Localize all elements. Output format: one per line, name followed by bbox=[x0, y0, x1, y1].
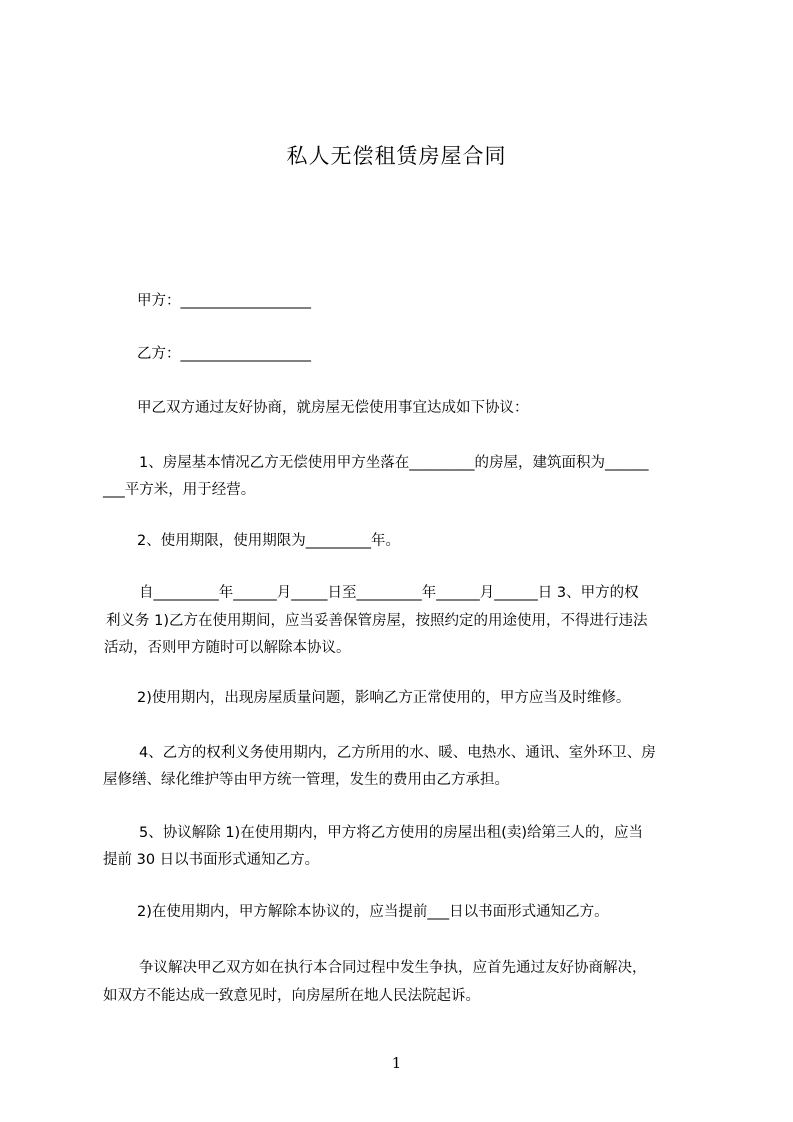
party-a-line: 甲方：__________________ bbox=[137, 293, 311, 309]
clause-4-line-2: 屋修缮、绿化维护等由甲方统一管理，发生的费用由乙方承担。 bbox=[103, 772, 509, 788]
clause-3-line-1: 自_________年______月_____日至_________年______月______日 3、甲方的权 bbox=[139, 585, 639, 601]
clause-5-line-1: 5、协议解除 1)在使用期内，甲方将乙方使用的房屋出租(卖)给第三人的，应当 bbox=[139, 825, 644, 841]
clause-3-line-2: 利义务 1)乙方在使用期间，应当妥善保管房屋，按照约定的用途使用，不得进行违法 bbox=[106, 613, 648, 629]
dispute-line-1: 争议解决甲乙双方如在执行本合同过程中发生争执，应首先通过友好协商解决， bbox=[139, 960, 647, 976]
clause-3-item-2-line: 2)使用期内，出现房屋质量问题，影响乙方正常使用的，甲方应当及时维修。 bbox=[137, 690, 631, 706]
clause-2-line: 2、使用期限，使用期限为_________年。 bbox=[137, 533, 400, 549]
page-number: 1 bbox=[391, 1054, 402, 1072]
agreement-intro-line: 甲乙双方通过友好协商，就房屋无偿使用事宜达成如下协议： bbox=[137, 400, 529, 416]
clause-5-line-2: 提前 30 日以书面形式通知乙方。 bbox=[103, 852, 320, 868]
clause-1-line-2: ___平方米，用于经营。 bbox=[103, 482, 256, 498]
clause-1-line-1: 1、房屋基本情况乙方无偿使用甲方坐落在_________的房屋，建筑面积为______ bbox=[139, 455, 649, 471]
clause-4-line-1: 4、乙方的权利义务使用期内，乙方所用的水、暖、电热水、通讯、室外环卫、房 bbox=[139, 745, 656, 761]
document-title: 私人无偿租赁房屋合同 bbox=[286, 144, 507, 168]
party-b-line: 乙方：__________________ bbox=[137, 346, 311, 362]
dispute-line-2: 如双方不能达成一致意见时，向房屋所在地人民法院起诉。 bbox=[103, 988, 480, 1004]
clause-5-item-2-line: 2)在使用期内，甲方解除本协议的，应当提前___日以书面形式通知乙方。 bbox=[137, 904, 609, 920]
clause-3-line-3: 活动，否则甲方随时可以解除本协议。 bbox=[104, 640, 351, 656]
